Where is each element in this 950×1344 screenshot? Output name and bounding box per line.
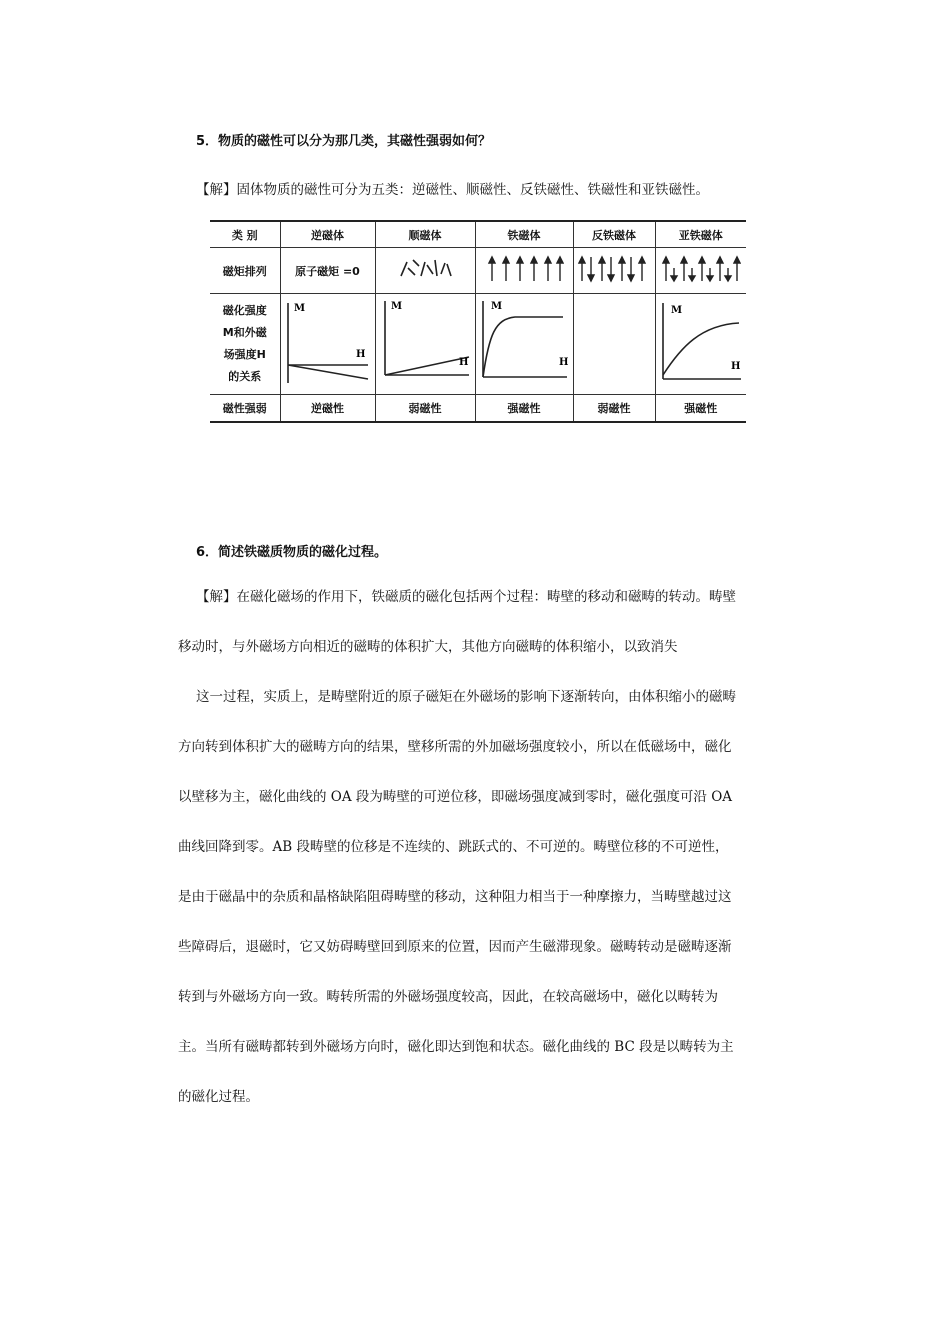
axis-h-label: H [559,356,569,368]
strength-row-label: 磁性强弱 [210,395,280,423]
curve-antiferromag-empty [573,294,655,395]
answer-line: 的磁化过程。 [178,1089,259,1105]
axis-m-label: M [391,300,403,312]
ferrimag-curve [657,295,745,391]
moment-row-label: 磁矩排列 [210,248,280,294]
answer-line: 方向转到体积扩大的磁畴方向的结果，壁移所需的外加磁场强度较小，所以在低磁场中，磁化 [178,739,732,755]
header-paramagnet: 顺磁体 [375,221,475,248]
curve-paramag [375,294,475,395]
answer-line: 移动时，与外磁场方向相近的磁畴的体积扩大，其他方向磁畴的体积缩小，以致消失 [178,639,678,655]
header-ferrimagnet: 亚铁磁体 [655,221,746,248]
answer-line: 以壁移为主，磁化曲线的 OA 段为畴壁的可逆位移，即磁场强度减到零时，磁化强度可沿 OA [178,789,733,805]
answer-line: 些障碍后，退磁时，它又妨碍畴壁回到原来的位置，因而产生磁滞现象。磁畴转动是磁畴逐渐 [178,939,732,955]
question-5-answer: 【解】固体物质的磁性可分为五类：逆磁性、顺磁性、反铁磁性、铁磁性和亚铁磁性。 [196,182,709,198]
curve-diamag [280,294,375,395]
answer-line: 【解】在磁化磁场的作用下，铁磁质的磁化包括两个过程：畴壁的移动和磁畴的转动。畴壁 [196,589,736,605]
random-moments-drawing [395,254,455,284]
curve-row-label-line: M和外磁 [222,326,267,339]
axis-h-label: H [355,348,365,360]
strength-ferrimag: 强磁性 [655,395,746,423]
header-ferromagnet: 铁磁体 [475,221,573,248]
axis-m-label: M [293,302,305,314]
strength-diamag: 逆磁性 [280,395,375,423]
header-diamagnet: 逆磁体 [280,221,375,248]
axis-m-label: M [670,304,682,316]
curve-ferrimag [655,294,746,395]
moment-ferromag-drawing [475,248,573,294]
answer-line: 转到与外磁场方向一致。畴转所需的外磁场强度较高，因此，在较高磁场中，磁化以畴转为 [178,989,718,1005]
question-6-answer [178,572,778,1122]
axis-h-label: H [730,360,741,372]
strength-antiferromag: 弱磁性 [573,395,655,423]
diamag-curve [282,295,374,391]
answer-line: 是由于磁晶中的杂质和晶格缺陷阻碍畴壁的移动，这种阻力相当于一种摩擦力，当畴壁越过这 [178,889,732,905]
paramag-curve [377,295,473,391]
curve-row-label-line: 的关系 [228,370,262,383]
strength-ferromag: 强磁性 [475,395,573,423]
ferromag-curve [477,295,571,391]
axis-h-label: H [459,356,469,368]
curve-row-label [210,294,280,395]
answer-line: 这一过程，实质上，是畴壁附近的原子磁矩在外磁场的影响下逐渐转向，由体积缩小的磁畴 [196,689,736,705]
parallel-moments-drawing [484,254,564,284]
answer-line: 曲线回降到零。AB 段畴壁的位移是不连续的、跳跃式的、不可逆的。畴壁位移的不可逆性， [178,839,729,855]
unequal-antiparallel-moments-drawing [661,254,741,284]
axis-m-label: M [491,300,503,312]
curve-row-label-line: 磁化强度 [222,304,267,317]
antiparallel-moments-drawing [577,254,651,284]
moment-paramag-drawing [375,248,475,294]
moment-diamag: 原子磁矩 =0 [280,248,375,294]
curve-row-label-line: 场强度H [223,348,266,361]
question-5-title: 5．物质的磁性可以分为那几类，其磁性强弱如何？ [196,134,492,149]
header-antiferromagnet: 反铁磁体 [573,221,655,248]
header-category: 类 别 [210,221,280,248]
moment-antiferromag-drawing [573,248,655,294]
strength-paramag: 弱磁性 [375,395,475,423]
curve-ferromag [475,294,573,395]
answer-line: 主。当所有磁畴都转到外磁场方向时，磁化即达到饱和状态。磁化曲线的 BC 段是以畴转为主 [178,1039,734,1055]
question-6-title: 6．简述铁磁质物质的磁化过程。 [196,545,388,560]
moment-ferrimag-drawing [655,248,746,294]
magnetism-table [210,220,746,423]
